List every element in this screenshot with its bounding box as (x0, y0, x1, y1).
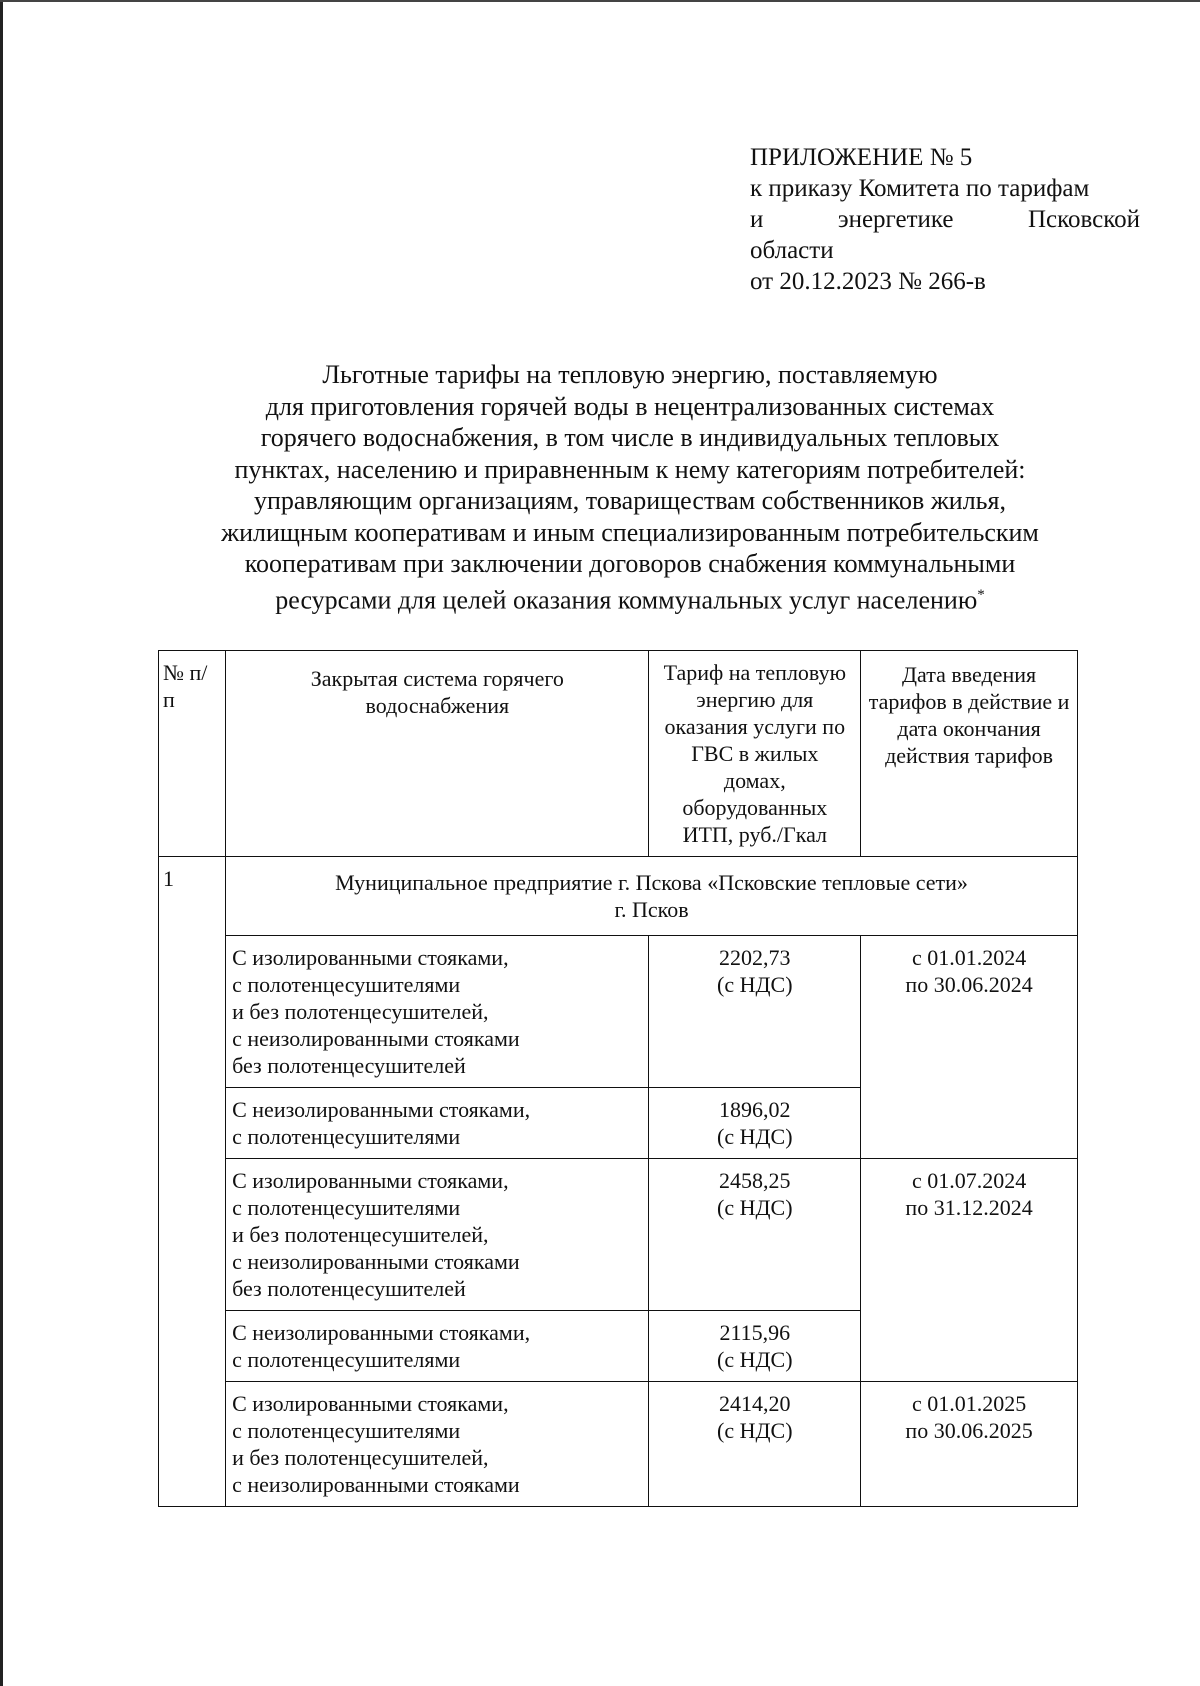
appendix-region-line: области (750, 237, 834, 264)
title-line: горячего водоснабжения, в том числе в индивидуальных тепловых (260, 423, 1000, 452)
title-line: Льготные тарифы на тепловую энергию, поставляемую (322, 360, 938, 389)
appendix-committee-line: и энергетике Псковской (750, 206, 1140, 233)
title-line: пунктах, населению и приравненным к нему категориям потребителей: (234, 454, 1026, 484)
title-line: жилищным кооперативам и иным специализированным потребительским (221, 517, 1039, 547)
row-period: с 01.07.2024 по 31.12.2024 (861, 1159, 1078, 1382)
row-tariff: 2414,20 (с НДС) (649, 1382, 861, 1507)
org-row (159, 857, 1078, 936)
table-row (159, 1159, 1078, 1311)
table-row (159, 1382, 1078, 1507)
row-description: С неизолированными стояками, с полотенцесушителями (226, 1311, 649, 1382)
row-description: С неизолированными стояками, с полотенцесушителями (226, 1088, 649, 1159)
header-num: № п/п (159, 651, 226, 857)
header-system: Закрытая система горячего водоснабжения (226, 651, 649, 857)
footnote-mark: * (977, 586, 985, 603)
tariff-table (158, 650, 1078, 1507)
appendix-number: ПРИЛОЖЕНИЕ № 5 (750, 144, 973, 171)
row-description: С изолированными стояками, с полотенцесушителями и без полотенцесушителей, с неизолированными стояками (226, 1382, 649, 1507)
table-header-row (159, 651, 1078, 857)
appendix-order-line: к приказу Комитета по тарифам (750, 175, 1090, 202)
row-number: 1 (159, 857, 226, 1507)
title-line: кооперативам при заключении договоров снабжения коммунальными (244, 549, 1016, 578)
table-row (159, 936, 1078, 1088)
header-tariff: Тариф на тепловую энергию для оказания услуги по ГВС в жилых домах, оборудованных ИТП, руб./Гкал (649, 651, 861, 857)
row-tariff: 2458,25 (с НДС) (649, 1159, 861, 1311)
row-description: С изолированными стояками, с полотенцесушителями и без полотенцесушителей, с неизолированными стояками без полотенцесушителей (226, 936, 649, 1088)
page-left-edge (0, 0, 3, 1686)
document-title (150, 359, 1110, 616)
title-line: управляющим организациям, товариществам собственников жилья, (254, 486, 1006, 515)
row-description: С изолированными стояками, с полотенцесушителями и без полотенцесушителей, с неизолированными стояками без полотенцесушителей (226, 1159, 649, 1311)
row-tariff: 2115,96 (с НДС) (649, 1311, 861, 1382)
appendix-header (750, 142, 1140, 297)
row-tariff: 1896,02 (с НДС) (649, 1088, 861, 1159)
page-top-edge (0, 0, 1200, 2)
title-last-line-text: ресурсами для целей оказания коммунальных услуг населению (275, 585, 978, 615)
title-line: для приготовления горячей воды в нецентрализованных системах (265, 391, 995, 421)
header-dates: Дата введения тарифов в действие и дата окончания действия тарифов (861, 651, 1078, 857)
row-period: с 01.01.2024 по 30.06.2024 (861, 936, 1078, 1159)
appendix-date-line: от 20.12.2023 № 266-в (750, 268, 986, 295)
title-line (150, 580, 1110, 616)
row-period: с 01.01.2025 по 30.06.2025 (861, 1382, 1078, 1507)
organization-name: Муниципальное предприятие г. Пскова «Псковские тепловые сети» г. Псков (226, 857, 1078, 936)
row-tariff: 2202,73 (с НДС) (649, 936, 861, 1088)
